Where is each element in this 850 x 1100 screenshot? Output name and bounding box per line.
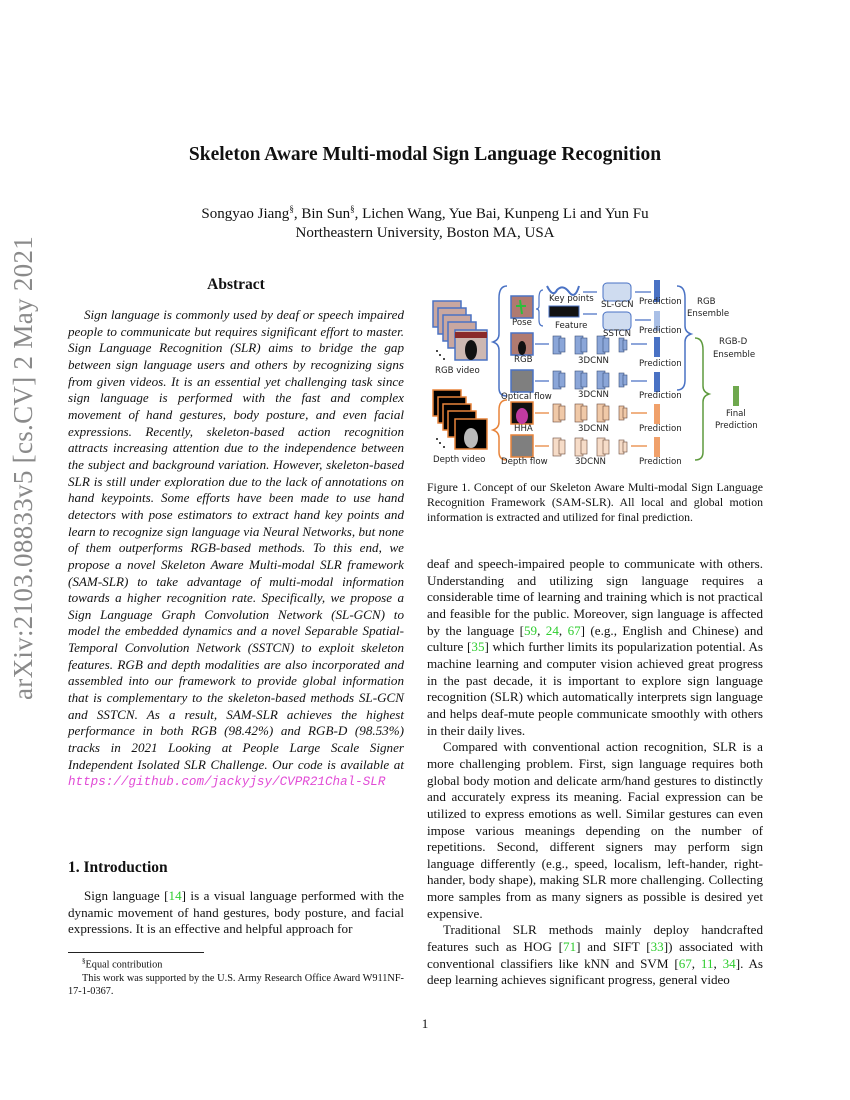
footnote-mark: § <box>82 957 86 965</box>
prediction-bar-icon <box>654 404 660 424</box>
citation-link[interactable]: 24 <box>545 622 559 638</box>
text: deaf and speech-impaired people to communicate with others. Understanding and utilizing sign language requires a considerable time of learning and training which is not practical and feasible for the public. Moreover, sign language is affected by the language [ <box>427 556 763 638</box>
equal-contribution-mark: § <box>350 204 355 214</box>
label-hha: HHA <box>514 424 533 434</box>
rgb-video-frames-icon <box>433 301 487 360</box>
author-name: Bin Sun <box>301 206 351 222</box>
final-prediction-bar-icon <box>733 386 739 406</box>
label-3dcnn: 3DCNN <box>578 424 609 434</box>
cnn-depthflow-row <box>553 438 627 456</box>
optical-flow-thumbnail <box>511 370 533 392</box>
arxiv-stamp: arXiv:2103.08833v5 [cs.CV] 2 May 2021 <box>8 235 38 700</box>
footnote-text: Equal contribution <box>85 959 163 971</box>
label-rgb-video: RGB video <box>435 366 480 376</box>
abstract-text: Sign language is commonly used by deaf or speech impaired people to communicate but requires significant effort to master. Sign Language Recognition (SLR) aims to bridge the gap between sign language users and others by recognizing signs from given videos. It is an essential yet challenging task since sign language is performed with the fast and complex movement of hand gestures, body posture, and even facial expressions. Recently, skeleton-based action recognition attracts increasing attention due to the independence between the subject and background variation. However, skeleton-based SLR is still under exploration due to the lack of annotations on hand keypoints. Some efforts have been made to use hand detectors with pose estimators to extract hand key points and learn to recognize sign language via Neural Networks, but none of them outperforms RGB-based methods. To this end, we propose a novel Skeleton Aware Multi-modal SLR framework (SAM-SLR) to take advantage of multi-modal information towards a higher recognition rate. Specifically, we propose a Sign Language Graph Convolution Network (SL-GCN) to model the embedded dynamics and a novel Separable Spatial-Temporal Convolution Network (SSTCN) to exploit skeleton features. RGB and depth modalities are also incorporated and assembled into our framework to provide global information that is complementary to the skeleton-based methods SL-GCN and SSTCN. As a result, SAM-SLR achieves the highest performance in both RGB (98.42%) and RGB-D (98.53%) tracks in 2021 Looking at People Large Scale Signer Independent Isolated SLR Challenge. Our code is available at <box>68 307 404 772</box>
paragraph: deaf and speech-impaired people to communicate with others. Understanding and utilizing sign language requires a considerable time of learning and training which is not practical and feasible for the public. Moreover, sign language is affected by the language [59, 24, 67] (e.g., English and Chinese) and culture [35] which further limits its popularization potential. As machine learning and computer vision achieved great progress in the past decade, it is important to explore sign language recognition (SLR) which automatically interprets sign language and helps deaf-mute people communicate smoothly with others in their daily lives. <box>427 556 764 738</box>
label-prediction: Prediction <box>639 297 682 307</box>
label-final-1: Final <box>726 409 746 419</box>
text: Traditional SLR methods mainly deploy handcrafted features such as HOG [ <box>427 922 763 955</box>
author-names: , Lichen Wang, Yue Bai, Kunpeng Li and Yun Fu <box>354 206 649 222</box>
footnote-equal-contribution <box>68 955 404 972</box>
depth-video-frames-icon <box>433 390 487 449</box>
label-depth-video: Depth video <box>433 455 486 465</box>
label-depth-flow: Depth flow <box>501 457 548 467</box>
feature-icon <box>549 306 579 317</box>
citation-link[interactable]: 14 <box>168 888 182 903</box>
rgbd-ensemble-brace <box>695 338 709 460</box>
label-sstcn: SSTCN <box>603 329 632 339</box>
text: ]. As deep learning achieves significant progress, general video <box>427 955 764 988</box>
label-prediction: Prediction <box>639 424 682 434</box>
citation-link[interactable]: 71 <box>563 939 577 955</box>
label-feature: Feature <box>555 321 588 331</box>
author-name: Songyao Jiang <box>201 206 290 222</box>
label-prediction: Prediction <box>639 391 682 401</box>
citation-link[interactable]: 33 <box>650 939 664 955</box>
label-key-points: Key points <box>549 294 594 304</box>
slgcn-block-icon <box>603 283 631 301</box>
code-link[interactable]: https://github.com/jackyjsy/CVPR21Chal-SLR <box>68 775 386 790</box>
footnote-divider <box>68 952 204 953</box>
label-rgb-ensemble-2: Ensemble <box>687 309 730 319</box>
citation-link[interactable]: 59 <box>523 622 538 638</box>
label-3dcnn: 3DCNN <box>578 390 609 400</box>
label-optical-flow: Optical flow <box>501 392 552 402</box>
abstract-body <box>68 307 404 791</box>
label-prediction: Prediction <box>639 457 682 467</box>
text: ] and SIFT [ <box>576 939 651 955</box>
depth-brace <box>493 400 507 460</box>
prediction-bar-icon <box>654 372 660 392</box>
footnotes <box>68 955 404 998</box>
rgb-brace <box>493 286 507 396</box>
figure-1-caption: Figure 1. Concept of our Skeleton Aware Multi-modal Sign Language Recognition Framework (SAM-SLR). All local and global motion information is extracted and utilized for final prediction. <box>427 480 763 525</box>
label-prediction: Prediction <box>639 326 682 336</box>
citation-link[interactable]: 35 <box>471 639 485 655</box>
text: Sign language [ <box>84 888 169 903</box>
label-rgb-ensemble-1: RGB <box>697 297 716 307</box>
citation-link[interactable]: 67 <box>678 955 692 971</box>
abstract-paragraph <box>68 307 404 791</box>
intro-body <box>68 888 404 938</box>
cnn-flow-row <box>553 371 627 389</box>
paragraph: Traditional SLR methods mainly deploy handcrafted features such as HOG [71] and SIFT [33]) associated with conventional classifiers like kNN and SVM [67, 11, 34]. As deep learning achieves significant progress, general video <box>427 922 764 988</box>
equal-contribution-mark: § <box>289 204 294 214</box>
cnn-hha-row <box>553 404 627 422</box>
label-prediction: Prediction <box>639 359 682 369</box>
footnote-funding: This work was supported by the U.S. Army Research Office Award W911NF-17-1-0367. <box>68 972 404 997</box>
page-number: 1 <box>421 1016 429 1031</box>
prediction-bar-icon <box>654 337 660 357</box>
author-list: Songyao Jiang§, Bin Sun§, Lichen Wang, Yue Bai, Kunpeng Li and Yun Fu <box>201 204 649 222</box>
depth-flow-thumbnail <box>511 435 533 457</box>
intro-paragraph <box>68 888 404 938</box>
right-column-body <box>427 556 763 989</box>
text: ] (e.g., English and Chinese) and culture [ <box>427 622 764 655</box>
text: ] is a visual language performed with the dynamic movement of hand gestures, body posture, and facial expressions. It is an effective and helpful approach for <box>68 888 404 937</box>
prediction-bar-icon <box>654 437 660 457</box>
paper-title: Skeleton Aware Multi-modal Sign Language Recognition <box>188 144 662 165</box>
label-rgbd-ensemble-1: RGB-D <box>719 337 748 347</box>
sstcn-block-icon <box>603 312 631 330</box>
author-block <box>0 200 850 243</box>
label-pose: Pose <box>512 318 532 328</box>
section-heading-introduction: 1. Introduction <box>68 859 168 876</box>
label-slgcn: SL-GCN <box>601 300 634 310</box>
label-rgbd-ensemble-2: Ensemble <box>713 350 756 360</box>
figure-1-diagram <box>425 276 765 474</box>
text: ]) associated with conventional classifiers like kNN and SVM [ <box>427 939 763 971</box>
text: ] which further limits its popularization potential. As machine learning and computer vision achieved great progress in the past decade, it is important to explore sign language recognition (SLR) which automatically interprets sign language and helps deaf-mute people communicate smoothly with others in their daily lives. <box>427 639 763 738</box>
label-rgb: RGB <box>514 355 533 365</box>
paragraph: Compared with conventional action recognition, SLR is a more challenging problem. First, sign language requires both global body motion and delicate arm/hand gestures to distinctly and accurately express its meaning. Facial expression can be utilized to express emotions as well. Similar gestures can even impose various meanings depending on the number of repetitions. Second, different signers may perform sign language differently (e.g., speed, localism, left-hander, right-hander, body shape), making SLR more challenging. Collecting more samples from as many signers as possible is desired yet expensive. <box>427 739 763 921</box>
citation-link[interactable]: 11 <box>700 955 714 971</box>
label-3dcnn: 3DCNN <box>578 356 609 366</box>
label-final-2: Prediction <box>715 421 758 431</box>
affiliation: Northeastern University, Boston MA, USA <box>295 225 555 241</box>
abstract-heading: Abstract <box>207 276 265 293</box>
citation-link[interactable]: 67 <box>567 622 581 638</box>
label-3dcnn: 3DCNN <box>575 457 606 467</box>
citation-link[interactable]: 34 <box>722 955 736 971</box>
